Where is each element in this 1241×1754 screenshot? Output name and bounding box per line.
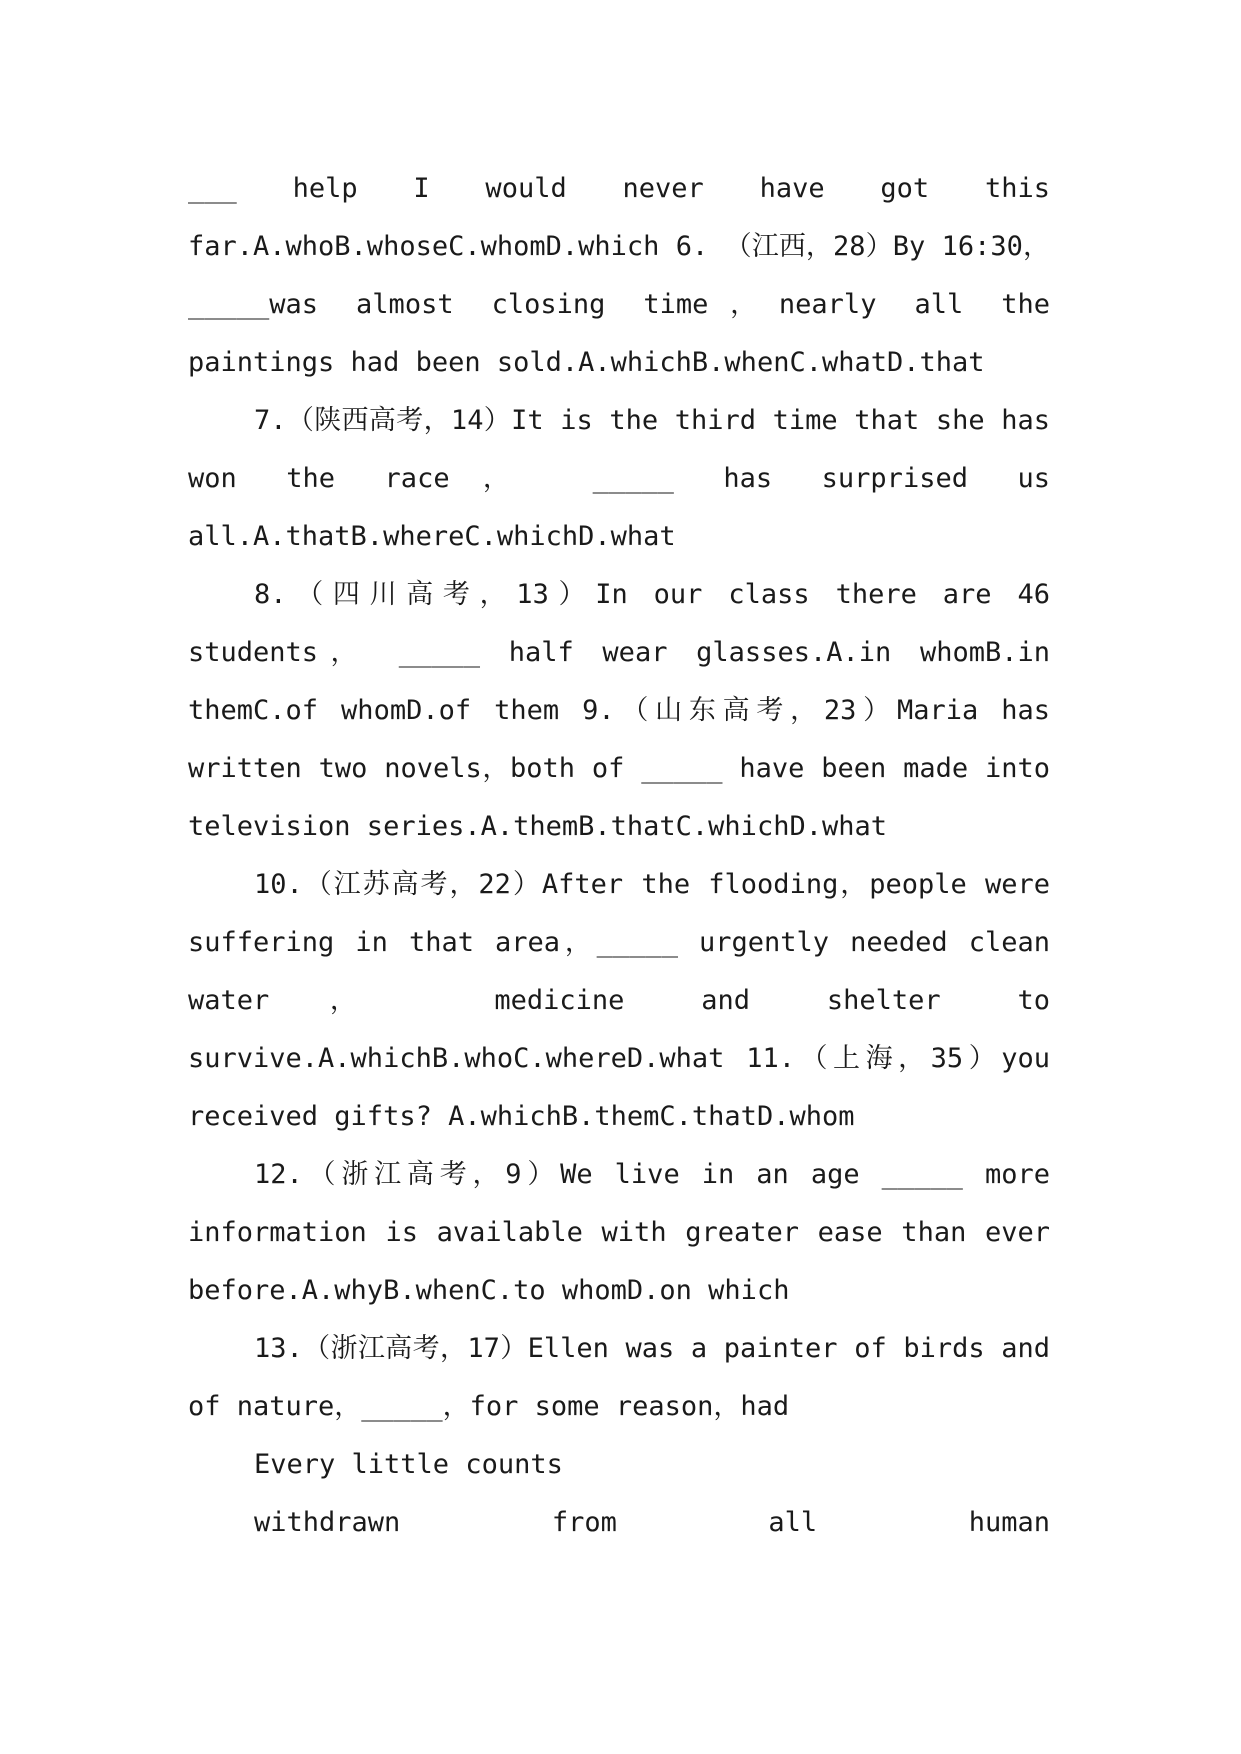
paragraph-4: 10.（江苏高考，22）After the flooding，people were suffering in that area，_____ urgently needed clean water， medicine and shelter to survive.A.whichB.whoC.whereD.what 11.（上海，35）you received gifts? A.whichB.themC.thatD.whom [188, 869, 1050, 1132]
paragraph-7: Every little counts [254, 1449, 563, 1480]
paragraph-8: withdrawn from all human [254, 1507, 1050, 1538]
paragraph-2: 7.（陕西高考，14）It is the third time that she has won the race， _____ has surprised us all.A.thatB.whereC.whichD.what [188, 405, 1050, 552]
document-page [188, 160, 1050, 1552]
paragraph-6: 13.（浙江高考，17）Ellen was a painter of birds and of nature，_____，for some reason，had [188, 1333, 1050, 1422]
paragraph-5: 12.（浙江高考，9）We live in an age _____ more information is available with greater ease than ever before.A.whyB.whenC.to whomD.on which [188, 1159, 1050, 1306]
paragraph-3: 8.（四川高考，13）In our class there are 46 students， _____ half wear glasses.A.in whomB.in themC.of whomD.of them 9.（山东高考，23）Maria has written two novels，both of _____ have been made into television series.A.themB.thatC.whichD.what [188, 579, 1050, 842]
paragraph-1: ___ help I would never have got this far.A.whoB.whoseC.whomD.which 6. （江西，28）By 16:30，_____was almost closing time，nearly all the paintings had been sold.A.whichB.whenC.whatD.that [188, 173, 1050, 378]
